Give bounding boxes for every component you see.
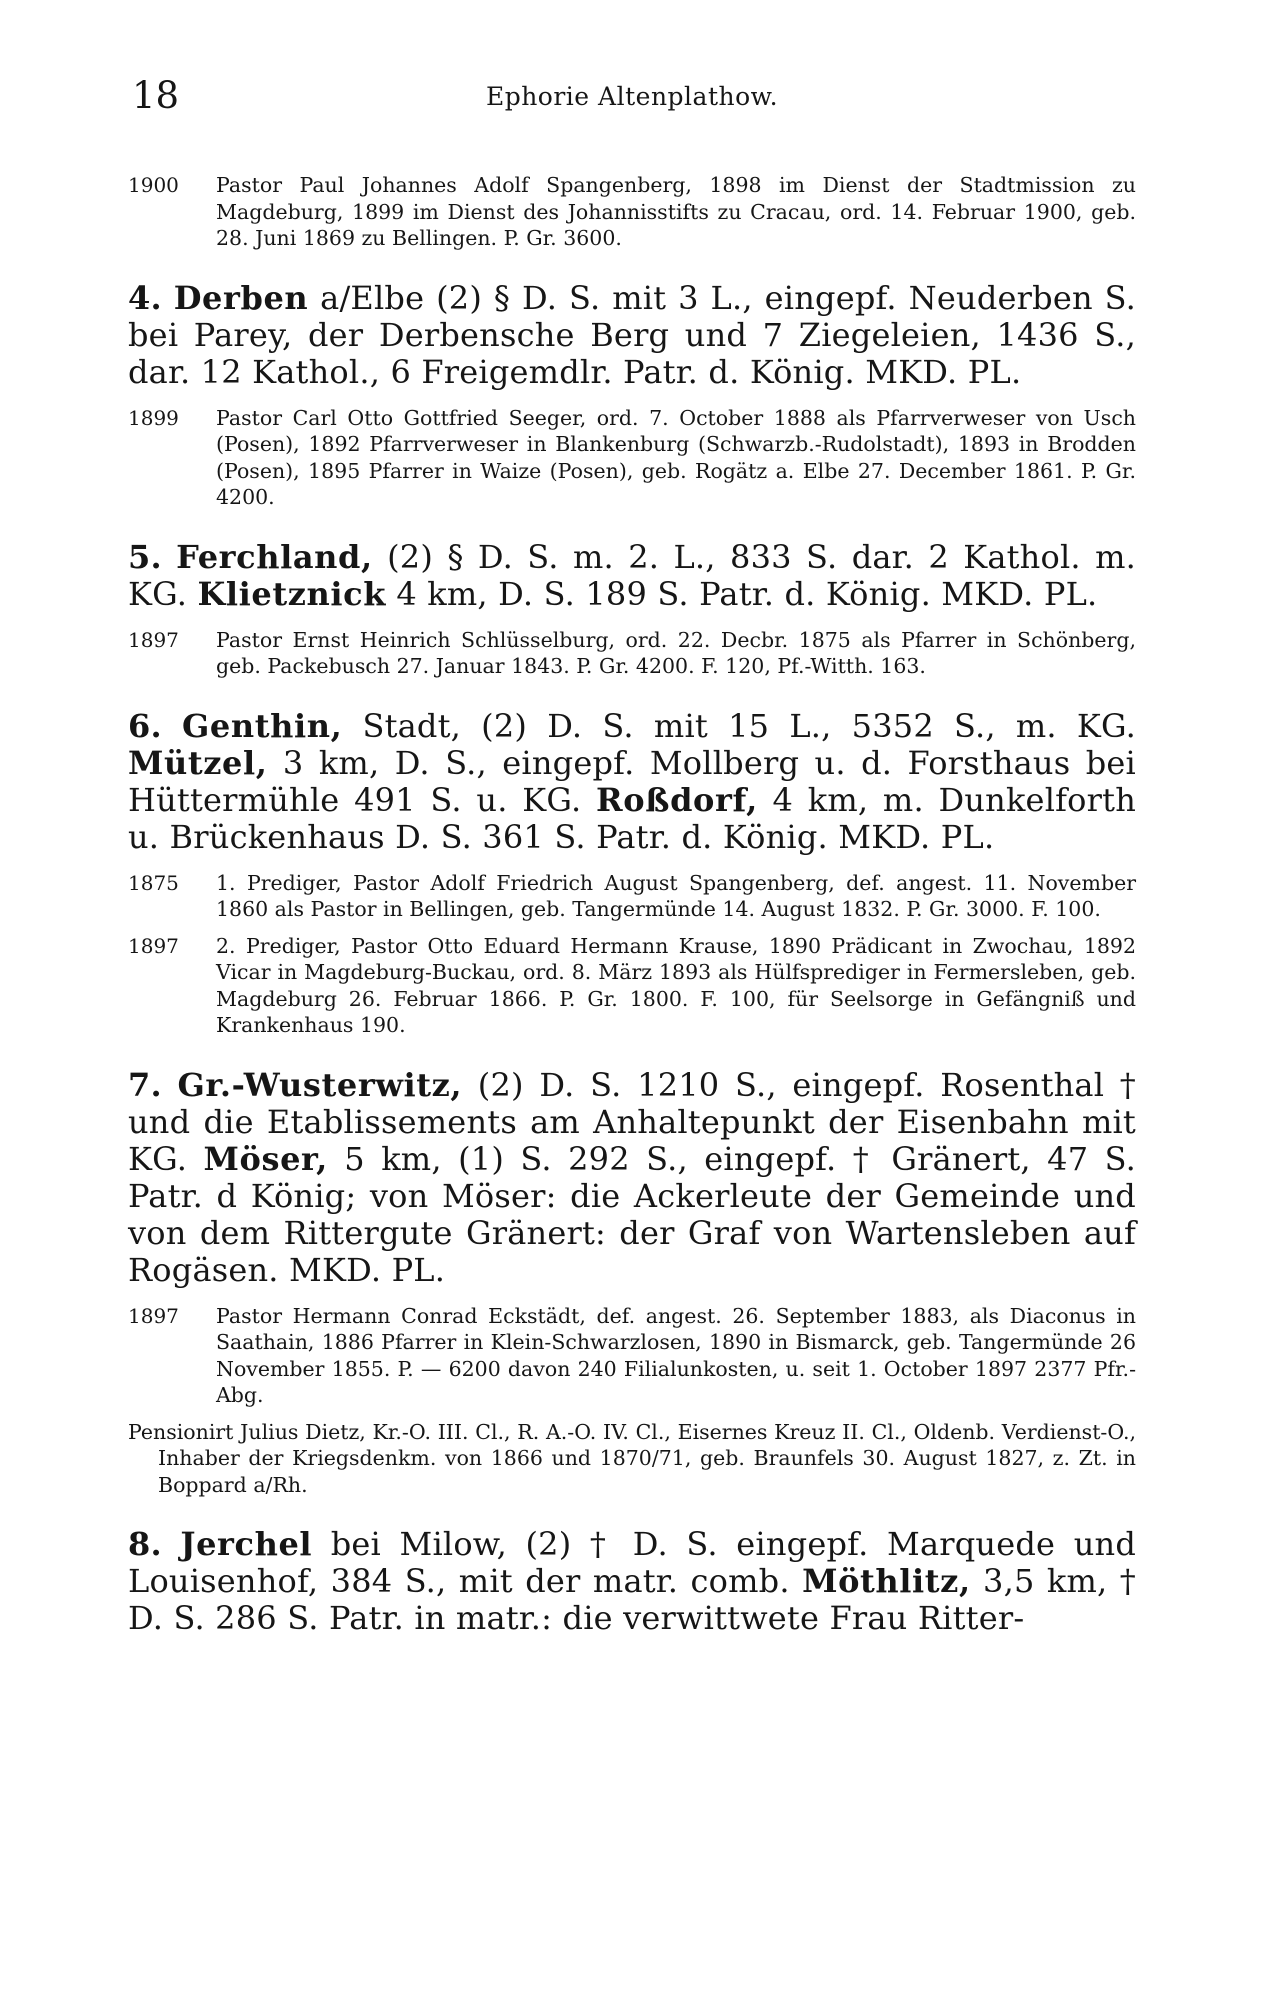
parish-text: (2) D. S. 1210 S., eingepf. Rosenthal † und die Etablissements am Anhaltepunkt der Eisenbahn mit KG. [128, 1065, 1137, 1178]
clergy-entry [128, 1303, 1136, 1409]
entry-text: Pastor Hermann Conrad Eckstädt, def. angest. 26. September 1883, als Diaconus in Saathain, 1886 Pfarrer in Klein-Schwarzlosen, 1890 in Bismarck, geb. Tangermünde 26 November 1855. P. — 6200 davon 240 Filialunkosten, u. seit 1. October 1897 2377 Pfr.-Abg. [216, 1303, 1136, 1407]
parish-heading [128, 1067, 1136, 1289]
filial-name: Mützel, [128, 743, 268, 782]
clergy-entry [128, 627, 1136, 680]
entry-text: 2. Prediger, Pastor Otto Eduard Hermann Krause, 1890 Prädicant in Zwochau, 1892 Vicar in Magdeburg-Buckau, ord. 8. März 1893 als Hülfsprediger in Fermersleben, geb. Magdeburg 26. Februar 1866. P. Gr. 1800. F. 100, für Seelsorge in Gefängniß und Krankenhaus 190. [216, 933, 1136, 1037]
parish-name: Gr.-Wusterwitz, [177, 1065, 463, 1104]
clergy-entry [128, 870, 1136, 923]
parish-number: 7. [128, 1065, 162, 1104]
page-header [128, 76, 1136, 124]
parish-name: Ferchland, [176, 537, 373, 576]
filial-name: Möser, [203, 1139, 328, 1178]
parish-heading [128, 539, 1136, 613]
parish-heading [128, 708, 1136, 856]
filial-name: Roßdorf, [596, 780, 758, 819]
entry-text: Pastor Ernst Heinrich Schlüsselburg, ord. 22. Decbr. 1875 als Pfarrer in Schönberg, geb. Packebusch 27. Januar 1843. P. Gr. 4200. F. 120, Pf.-Witth. 163. [216, 627, 1136, 678]
entry-year: 1897 [128, 1303, 179, 1328]
page-number: 18 [132, 74, 180, 117]
clergy-entry [128, 405, 1136, 511]
parish-name: Jerchel [180, 1525, 313, 1563]
parish-name: Genthin, [181, 706, 343, 745]
parish-text: Stadt, (2) D. S. mit 15 L., 5352 S., m. KG. [342, 706, 1136, 745]
parish-number: 6. [128, 706, 162, 745]
parish-text: 3,5 km, † D. S. 286 S. Patr. in matr.: die verwittwete Frau Ritter- [128, 1562, 1136, 1637]
entry-year: 1899 [128, 405, 179, 430]
running-head: Ephorie Altenplathow. [485, 82, 779, 111]
entry-text: Pastor Carl Otto Gottfried Seeger, ord. 7. October 1888 als Pfarrverweser von Usch (Posen), 1892 Pfarrverweser in Blankenburg (Schwarzb.-Rudolstadt), 1893 in Brodden (Posen), 1895 Pfarrer in Waize (Posen), geb. Rogätz a. Elbe 27. December 1861. P. Gr. 4200. [216, 405, 1136, 509]
clergy-entry [128, 933, 1136, 1039]
parish-text: 4 km, D. S. 189 S. Patr. d. König. MKD. PL. [386, 574, 1098, 613]
entry-text: Pastor Paul Johannes Adolf Spangenberg, 1898 im Dienst der Stadtmission zu Magdeburg, 1899 im Dienst des Johannisstifts zu Cracau, ord. 14. Februar 1900, geb. 28. Juni 1869 zu Bellingen. P. Gr. 3600. [216, 173, 1136, 250]
parish-number: 8. [128, 1525, 162, 1563]
entry-year: 1900 [128, 173, 179, 197]
filial-name: Möthlitz, [802, 1562, 971, 1600]
pension-entry: Pensionirt Julius Dietz, Kr.-O. III. Cl., R. A.-O. IV. Cl., Eisernes Kreuz II. Cl., Oldenb. Verdienst-O., Inhaber der Kriegsdenkm. von 1866 und 1870/71, geb. Braunfels 30. August 1827, z. Zt. in Boppard a/Rh. [128, 1419, 1136, 1497]
parish-text: bei Milow, (2) † D. S. eingepf. Marquede und Louisenhof, 384 S., mit der matr. comb. [128, 1525, 1137, 1600]
parish-text: 5 km, (1) S. 292 S., eingepf. † Gränert, 47 S. Patr. d König; von Möser: die Ackerleute der Gemeinde und von dem Rittergute Gränert: der Graf von Wartensleben auf Rogäsen. MKD. PL. [128, 1139, 1136, 1289]
parish-number: 4. [128, 278, 162, 317]
parish-number: 5. [128, 537, 162, 576]
entry-text: 1. Prediger, Pastor Adolf Friedrich August Spangenberg, def. angest. 11. November 1860 als Pastor in Bellingen, geb. Tangermünde 14. August 1832. P. Gr. 3000. F. 100. [216, 870, 1136, 921]
parish-text: 3 km, D. S., eingepf. Mollberg u. d. Forsthaus bei Hüttermühle 491 S. u. KG. [128, 743, 1136, 819]
entry-year: 1875 [128, 870, 179, 895]
parish-text: a/Elbe (2) § D. S. mit 3 L., eingepf. Neuderben S. bei Parey, der Derbensche Berg und 7 Ziegeleien, 1436 S., dar. 12 Kathol., 6 Freigemdlr. Patr. d. König. MKD. PL. [128, 278, 1137, 391]
parish-text: (2) § D. S. m. 2. L., 833 S. dar. 2 Kathol. m. KG. [128, 537, 1137, 613]
parish-heading [128, 280, 1136, 391]
clergy-entry [128, 172, 1136, 252]
entry-year: 1897 [128, 627, 179, 652]
filial-name: Klietznick [197, 574, 386, 613]
parish-name: Derben [173, 278, 309, 317]
parish-text: 4 km, m. Dunkelforth u. Brückenhaus D. S. 361 S. Patr. d. König. MKD. PL. [128, 780, 1137, 856]
parish-heading [128, 1526, 1136, 1637]
entry-year: 1897 [128, 933, 179, 958]
